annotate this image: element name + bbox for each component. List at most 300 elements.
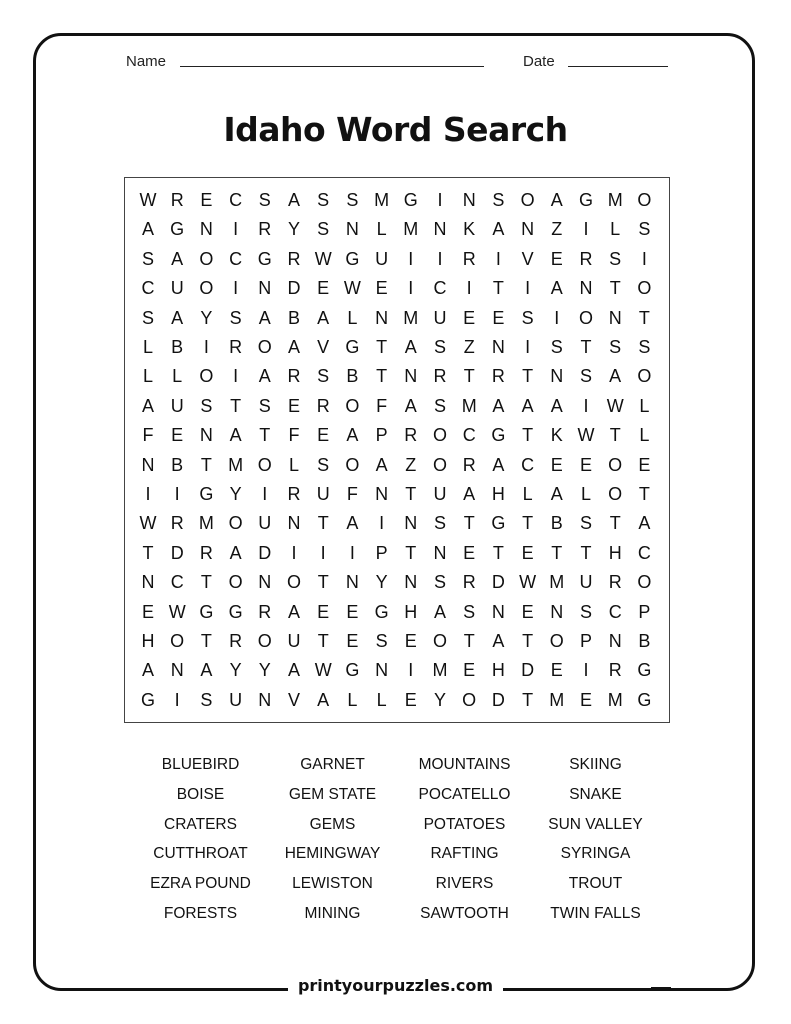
grid-letter: I xyxy=(233,278,239,299)
grid-letter: W xyxy=(343,278,361,299)
grid-letter: L xyxy=(522,484,533,504)
grid-letter: G xyxy=(345,248,360,269)
grid-letter: I xyxy=(262,484,268,504)
grid-letter: O xyxy=(199,278,214,299)
grid-letter: N xyxy=(345,572,359,593)
grid-letter: G xyxy=(345,660,360,681)
grid-letter: T xyxy=(259,425,271,446)
grid-letter: Y xyxy=(229,484,242,504)
grid-letter: R xyxy=(404,425,418,446)
grid-letter: B xyxy=(171,454,184,475)
grid-letter: T xyxy=(230,395,242,416)
grid-letter: G xyxy=(199,484,214,504)
grid-letter: T xyxy=(463,366,475,387)
grid-letter: I xyxy=(233,219,239,240)
grid-letter: W xyxy=(519,572,537,593)
grid-letter: T xyxy=(317,631,329,651)
grid-letter: A xyxy=(141,395,154,416)
grid-letter: E xyxy=(638,454,651,475)
grid-letter: W xyxy=(139,513,157,534)
grid-letter: T xyxy=(609,513,621,534)
grid-letter: E xyxy=(346,601,359,622)
grid-letter: B xyxy=(550,513,563,534)
date-label: Date xyxy=(523,53,555,70)
grid-letter: M xyxy=(607,689,623,710)
grid-letter: I xyxy=(641,248,647,269)
grid-letter: A xyxy=(258,307,271,328)
grid-letter: N xyxy=(404,366,418,387)
grid-letter: S xyxy=(433,513,446,534)
grid-letter: E xyxy=(317,278,330,299)
word-list-item: SAWTOOTH xyxy=(420,905,509,922)
grid-letter: F xyxy=(288,425,300,446)
grid-letter: O xyxy=(608,484,623,504)
grid-letter: T xyxy=(405,484,417,504)
grid-letter: S xyxy=(141,307,154,328)
grid-letter: B xyxy=(638,631,651,651)
grid-letter: S xyxy=(346,190,359,210)
grid-letter: N xyxy=(375,484,389,504)
grid-letter: N xyxy=(141,572,155,593)
word-list-item: POTATOES xyxy=(423,815,506,833)
grid-letter: T xyxy=(405,542,417,563)
grid-letter: G xyxy=(403,190,418,210)
grid-letter: U xyxy=(287,631,301,651)
grid-letter: T xyxy=(551,542,563,563)
grid-letter: A xyxy=(287,337,300,357)
grid-letter: W xyxy=(314,248,332,269)
grid-letter: G xyxy=(140,689,155,710)
grid-letter: O xyxy=(228,572,243,593)
grid-letter: A xyxy=(229,425,242,446)
grid-letter: U xyxy=(170,278,184,299)
word-list-item: TWIN FALLS xyxy=(550,905,641,922)
grid-letter: Y xyxy=(433,689,446,710)
grid-letter: N xyxy=(521,219,535,240)
grid-letter: S xyxy=(141,248,154,269)
grid-letter: S xyxy=(433,572,446,593)
grid-letter: T xyxy=(492,542,504,563)
grid-letter: R xyxy=(462,572,476,593)
grid-letter: T xyxy=(200,631,212,651)
grid-letter: L xyxy=(172,366,183,387)
grid-letter: S xyxy=(258,190,271,210)
grid-letter: Y xyxy=(258,660,271,681)
name-line xyxy=(180,66,484,67)
grid-letter: S xyxy=(638,337,651,357)
grid-letter: G xyxy=(228,601,243,622)
grid-letter: T xyxy=(522,366,534,387)
grid-letter: R xyxy=(229,337,243,357)
grid-letter: Z xyxy=(551,219,563,240)
grid-letter: C xyxy=(433,278,447,299)
grid-letter: E xyxy=(404,631,417,651)
grid-letter: I xyxy=(233,366,239,387)
grid-letter: S xyxy=(433,395,446,416)
grid-letter: I xyxy=(466,278,472,299)
grid-letter: L xyxy=(376,689,387,710)
grid-letter: N xyxy=(199,219,213,240)
grid-letter: L xyxy=(347,689,358,710)
grid-letter: S xyxy=(463,601,476,622)
grid-letter: G xyxy=(637,689,652,710)
grid-letter: I xyxy=(554,307,560,328)
grid-letter: O xyxy=(578,307,593,328)
grid-letter: E xyxy=(463,307,476,328)
grid-letter: N xyxy=(433,542,447,563)
grid-letter: E xyxy=(492,307,505,328)
grid-letter: B xyxy=(287,307,300,328)
grid-letter: R xyxy=(491,366,505,387)
grid-letter: T xyxy=(609,425,621,446)
grid-letter: T xyxy=(200,572,212,593)
grid-letter: B xyxy=(346,366,359,387)
grid-letter: S xyxy=(638,219,651,240)
grid-letter: G xyxy=(374,601,389,622)
grid-letter: F xyxy=(142,425,154,446)
grid-letter: N xyxy=(491,601,505,622)
grid-letter: I xyxy=(525,278,531,299)
grid-letter: R xyxy=(229,631,243,651)
grid-letter: A xyxy=(317,689,330,710)
word-list-item: HEMINGWAY xyxy=(284,845,381,863)
grid-letter: A xyxy=(141,660,154,681)
grid-letter: O xyxy=(199,248,214,269)
grid-letter: R xyxy=(316,395,330,416)
grid-letter: O xyxy=(345,454,360,475)
word-list-item: MOUNTAINS xyxy=(418,756,511,773)
word-list-item: FORESTS xyxy=(163,905,238,922)
name-label: Name xyxy=(126,53,167,70)
grid-letter: A xyxy=(141,219,154,240)
grid-letter: S xyxy=(229,307,242,328)
grid-letter: S xyxy=(317,454,330,475)
grid-letter: T xyxy=(522,513,534,534)
grid-letter: D xyxy=(258,542,272,563)
grid-letter: A xyxy=(404,395,417,416)
grid-letter: N xyxy=(258,572,272,593)
grid-letter: I xyxy=(437,190,443,210)
footer-site: printyourpuzzles.com xyxy=(288,976,503,995)
grid-letter: O xyxy=(608,454,623,475)
grid-letter: L xyxy=(376,219,387,240)
grid-letter: A xyxy=(200,660,213,681)
grid-letter: E xyxy=(550,454,563,475)
grid-letter: E xyxy=(579,454,592,475)
grid-letter: N xyxy=(579,278,593,299)
grid-letter: H xyxy=(141,631,155,651)
grid-letter: I xyxy=(408,278,414,299)
grid-letter: C xyxy=(462,425,476,446)
grid-letter: O xyxy=(432,425,447,446)
grid-letter: R xyxy=(199,542,213,563)
grid-letter: T xyxy=(376,366,388,387)
grid-letter: H xyxy=(491,660,505,681)
grid-letter: A xyxy=(171,248,184,269)
grid-letter: I xyxy=(174,484,180,504)
grid-letter: U xyxy=(316,484,330,504)
grid-letter: E xyxy=(287,395,300,416)
grid-letter: A xyxy=(550,484,563,504)
grid-letter: R xyxy=(608,660,622,681)
grid-letter: M xyxy=(403,307,419,328)
grid-letter: A xyxy=(346,425,359,446)
grid-letter: O xyxy=(549,631,564,651)
date-line xyxy=(568,66,668,67)
grid-letter: M xyxy=(549,689,565,710)
grid-letter: M xyxy=(461,395,477,416)
grid-letter: C xyxy=(521,454,535,475)
grid-letter: G xyxy=(345,337,360,357)
grid-letter: S xyxy=(609,248,622,269)
grid-letter: T xyxy=(522,689,534,710)
grid-letter: H xyxy=(404,601,418,622)
word-list-item: GEMS xyxy=(309,815,356,833)
grid-letter: S xyxy=(375,631,388,651)
grid-letter: E xyxy=(463,542,476,563)
grid-letter: R xyxy=(170,190,184,210)
grid-letter: N xyxy=(433,219,447,240)
grid-letter: E xyxy=(317,425,330,446)
grid-letter: A xyxy=(609,366,622,387)
grid-letter: N xyxy=(608,307,622,328)
grid-letter: U xyxy=(433,307,447,328)
word-list-item: BOISE xyxy=(176,785,225,803)
letter-grid xyxy=(124,177,670,723)
grid-letter: R xyxy=(258,219,272,240)
grid-letter: B xyxy=(171,337,184,357)
grid-letter: N xyxy=(404,572,418,593)
grid-letter: L xyxy=(610,219,621,240)
grid-letter: R xyxy=(462,454,476,475)
grid-letter: H xyxy=(608,542,622,563)
grid-letter: G xyxy=(170,219,185,240)
grid-letter: S xyxy=(258,395,271,416)
grid-letter: L xyxy=(580,484,591,504)
grid-letter: Z xyxy=(463,337,475,357)
grid-letter: S xyxy=(579,601,592,622)
footer xyxy=(0,976,791,996)
grid-letter: D xyxy=(491,572,505,593)
grid-letter: G xyxy=(578,190,593,210)
grid-letter: N xyxy=(287,513,301,534)
grid-letter: D xyxy=(521,660,535,681)
grid-letter: L xyxy=(288,454,299,475)
grid-letter: U xyxy=(258,513,272,534)
grid-letter: I xyxy=(583,395,589,416)
grid-letter: N xyxy=(608,631,622,651)
grid-letter: E xyxy=(141,601,154,622)
grid-letter: U xyxy=(433,484,447,504)
grid-letter: T xyxy=(638,484,650,504)
grid-letter: L xyxy=(347,307,358,328)
grid-letter: O xyxy=(637,190,652,210)
grid-letter: V xyxy=(317,337,330,357)
grid-letter: U xyxy=(375,248,389,269)
grid-letter: I xyxy=(408,660,414,681)
grid-letter: O xyxy=(637,572,652,593)
grid-letter: N xyxy=(258,689,272,710)
grid-letter: U xyxy=(579,572,593,593)
grid-letter: A xyxy=(550,278,563,299)
grid-letter: R xyxy=(287,484,301,504)
grid-letter: O xyxy=(520,190,535,210)
grid-letter: A xyxy=(463,484,476,504)
word-list-item: GARNET xyxy=(300,756,365,773)
grid-letter: E xyxy=(317,601,330,622)
grid-letter: M xyxy=(403,219,419,240)
grid-letter: T xyxy=(638,307,650,328)
grid-letter: O xyxy=(345,395,360,416)
word-list-item: GEM STATE xyxy=(288,785,377,803)
grid-letter: T xyxy=(580,542,592,563)
grid-letter: R xyxy=(462,248,476,269)
grid-letter: P xyxy=(375,542,388,563)
grid-letter: S xyxy=(317,190,330,210)
grid-letter: R xyxy=(287,248,301,269)
grid-letter: H xyxy=(491,484,505,504)
grid-letter: V xyxy=(521,248,534,269)
grid-letter: I xyxy=(145,484,151,504)
grid-letter: T xyxy=(522,425,534,446)
grid-letter: T xyxy=(609,278,621,299)
grid-letter: O xyxy=(170,631,185,651)
grid-letter: A xyxy=(550,395,563,416)
grid-letter: O xyxy=(432,631,447,651)
grid-letter: E xyxy=(171,425,184,446)
grid-letter: F xyxy=(376,395,388,416)
grid-letter: D xyxy=(170,542,184,563)
grid-letter: N xyxy=(550,601,564,622)
word-list-item: SYRINGA xyxy=(560,845,631,863)
word-list-item: POCATELLO xyxy=(418,785,511,803)
grid-letter: I xyxy=(408,248,414,269)
grid-letter: A xyxy=(638,513,651,534)
grid-letter: A xyxy=(521,395,534,416)
grid-letter: C xyxy=(141,278,155,299)
grid-letter: K xyxy=(463,219,476,240)
grid-letter: N xyxy=(491,337,505,357)
grid-letter: A xyxy=(433,601,446,622)
grid-letter: S xyxy=(200,689,213,710)
grid-letter: N xyxy=(141,454,155,475)
grid-letter: Y xyxy=(229,660,242,681)
grid-letter: N xyxy=(258,278,272,299)
grid-letter: A xyxy=(287,190,300,210)
grid-letter: A xyxy=(171,307,184,328)
grid-letter: A xyxy=(258,366,271,387)
grid-letter: A xyxy=(375,454,388,475)
grid-letter: W xyxy=(314,660,332,681)
grid-letter: R xyxy=(433,366,447,387)
grid-letter: M xyxy=(374,190,390,210)
grid-letter: S xyxy=(579,366,592,387)
grid-letter: U xyxy=(229,689,243,710)
grid-letter: O xyxy=(462,689,477,710)
grid-letter: S xyxy=(521,307,534,328)
grid-letter: T xyxy=(522,631,534,651)
grid-letter: M xyxy=(228,454,244,475)
grid-letter: N xyxy=(375,307,389,328)
grid-letter: O xyxy=(257,631,272,651)
grid-letter: R xyxy=(170,513,184,534)
grid-letter: A xyxy=(229,542,242,563)
grid-letter: L xyxy=(142,337,153,357)
grid-letter: A xyxy=(317,307,330,328)
grid-letter: S xyxy=(433,337,446,357)
word-list-item: CRATERS xyxy=(164,815,237,833)
grid-letter: T xyxy=(200,454,212,475)
grid-letter: I xyxy=(291,542,297,563)
grid-letter: A xyxy=(550,190,563,210)
grid-letter: S xyxy=(609,337,622,357)
grid-letter: A xyxy=(287,601,300,622)
grid-letter: A xyxy=(346,513,359,534)
grid-letter: C xyxy=(637,542,651,563)
grid-letter: D xyxy=(287,278,301,299)
grid-letter: E xyxy=(346,631,359,651)
grid-letter: U xyxy=(170,395,184,416)
grid-letter: D xyxy=(491,689,505,710)
grid-letter: G xyxy=(491,425,506,446)
grid-letter: Y xyxy=(287,219,300,240)
grid-letter: T xyxy=(580,337,592,357)
grid-letter: O xyxy=(199,366,214,387)
grid-letter: P xyxy=(579,631,592,651)
grid-letter: T xyxy=(317,572,329,593)
word-list-item: BLUEBIRD xyxy=(161,756,240,773)
grid-letter: N xyxy=(404,513,418,534)
grid-letter: I xyxy=(525,337,531,357)
grid-letter: E xyxy=(375,278,388,299)
grid-letter: O xyxy=(257,454,272,475)
grid-letter: R xyxy=(608,572,622,593)
grid-letter: E xyxy=(550,660,563,681)
grid-letter: S xyxy=(550,337,563,357)
grid-letter: A xyxy=(287,660,300,681)
grid-letter: Z xyxy=(405,454,417,475)
grid-letter: W xyxy=(168,601,186,622)
word-list-item: RIVERS xyxy=(435,875,494,893)
grid-letter: I xyxy=(174,689,180,710)
grid-letter: G xyxy=(257,248,272,269)
grid-letter: V xyxy=(287,689,300,710)
grid-letter: T xyxy=(492,278,504,299)
grid-letter: O xyxy=(286,572,301,593)
word-list-item: RAFTING xyxy=(430,845,499,863)
grid-letter: P xyxy=(375,425,388,446)
grid-letter: O xyxy=(637,366,652,387)
grid-letter: S xyxy=(200,395,213,416)
grid-letter: S xyxy=(579,513,592,534)
grid-letter: M xyxy=(607,190,623,210)
grid-letter: A xyxy=(492,631,505,651)
grid-letter: T xyxy=(317,513,329,534)
grid-letter: O xyxy=(637,278,652,299)
grid-letter: N xyxy=(462,190,476,210)
grid-letter: M xyxy=(549,572,565,593)
grid-letter: E xyxy=(521,542,534,563)
grid-letter: P xyxy=(638,601,651,622)
grid-letter: N xyxy=(345,219,359,240)
grid-letter: L xyxy=(142,366,153,387)
grid-letter: T xyxy=(463,631,475,651)
grid-letter: N xyxy=(550,366,564,387)
grid-letter: K xyxy=(550,425,563,446)
grid-letter: C xyxy=(229,190,243,210)
grid-letter: G xyxy=(637,660,652,681)
grid-letter: E xyxy=(463,660,476,681)
